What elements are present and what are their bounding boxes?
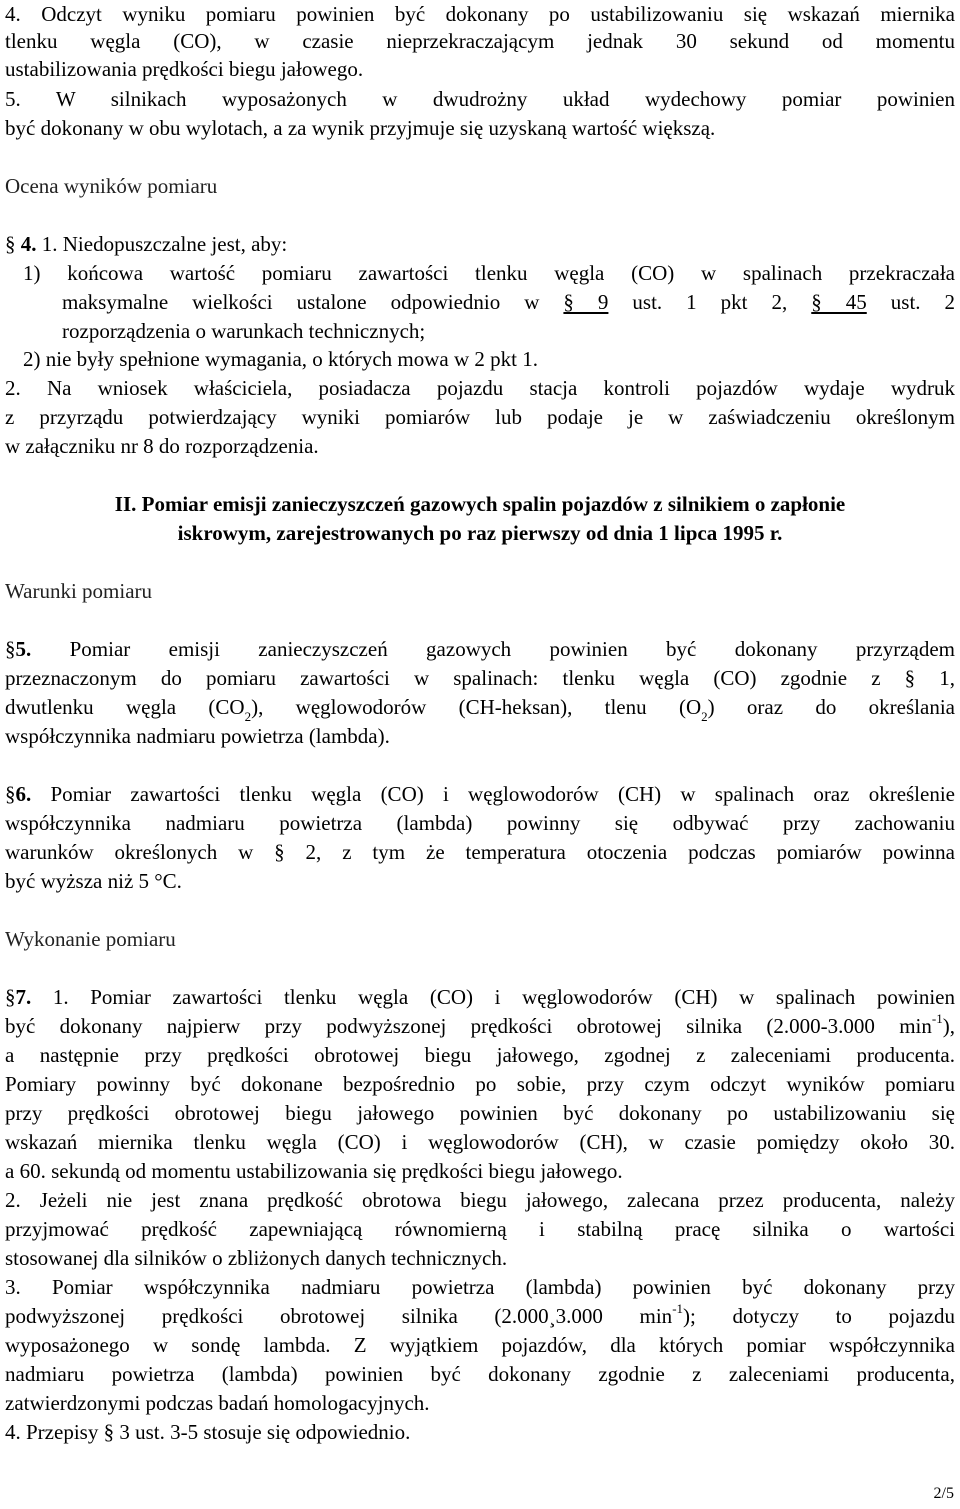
page-number: 2/5 [933,1485,954,1502]
paragraph-line: być dokonany w obu wylotach, a za wynik przyjmuje się uzyskaną wartość większą. [5,116,716,140]
paragraph-number: 5. [15,637,32,661]
paragraph-line: 5. W silnikach wyposażonych w dwudrożny układ wydechowy pomiar powinien [5,87,955,111]
paragraph-line: być wyższa niż 5 °C. [5,869,182,893]
superscript: -1 [931,1012,943,1026]
paragraph-line: przy prędkości obrotowej biegu jałowego powinien być dokonany po ustabilizowaniu się [5,1101,955,1125]
paragraph-line: 2. Jeżeli nie jest znana prędkość obrotowa biegu jałowego, zalecana przez producenta, należy [5,1188,955,1212]
text-fragment: ust. 2 [890,290,955,314]
paragraph-line: wskazań miernika tlenku węgla (CO) i węglowodorów (CH), w czasie pomiędzy około 30. [5,1130,955,1154]
paragraph-6-line [5,780,955,808]
section-heading-wykonanie: Wykonanie pomiaru [5,927,176,951]
paragraph-line: wyposażonego w sondę lambda. Z wyjątkiem pojazdów, dla których pomiar współczynnika [5,1333,955,1357]
list-item: 1) końcowa wartość pomiaru zawartości tlenku węgla (CO) w spalinach przekraczała [23,261,955,285]
paragraph-line: a 60. sekundą od momentu ustabilizowania się prędkości biegu jałowego. [5,1159,623,1183]
paragraph-line: ustabilizowania prędkości biegu jałowego. [5,57,364,81]
text-fragment: ), węglowodorów (CH-heksan), tlenu (O [251,695,702,719]
paragraph-line: nadmiaru powietrza (lambda) powinien być dokonany zgodnie z zaleceniami producenta, [5,1362,955,1386]
text-fragment: ust. 1 pkt 2, [632,290,788,314]
text-fragment: podwyższonej prędkości obrotowej silnika (2.000¸3.000 min [5,1304,673,1328]
paragraph-line: w załączniku nr 8 do rozporządzenia. [5,434,319,458]
paragraph-line: 4. Odczyt wyniku pomiaru powinien być dokonany po ustabilizowaniu się wskazań miernika [5,2,955,26]
paragraph-number: 4. [20,232,37,256]
text-fragment: maksymalne wielkości ustalone odpowiednio w [62,290,540,314]
subscript: 2 [244,709,252,721]
paragraph-5-line [5,635,955,663]
paragraph-text: 1. Niedopuszczalne jest, aby: [41,232,288,256]
paragraph-4-heading [5,230,287,258]
chapter-title: iskrowym, zarejestrowanych po raz pierwszy od dnia 1 lipca 1995 r. [177,521,783,545]
superscript: -1 [672,1302,684,1316]
paragraph-line [5,693,955,721]
paragraph-line: Pomiary powinny być dokonane bezpośrednio po sobie, przy czym odczyt wyników pomiaru [5,1072,955,1096]
paragraph-line: zatwierdzonymi podczas badań homologacyjnych. [5,1391,430,1415]
list-item: 2) nie były spełnione wymagania, o których mowa w 2 pkt 1. [23,347,538,371]
paragraph-line: stosowanej dla silników o zbliżonych danych technicznych. [5,1246,508,1270]
text-fragment: ) oraz do określania [707,695,955,719]
paragraph-line: a następnie przy prędkości obrotowej biegu jałowego, zgodnej z zaleceniami producenta. [5,1043,955,1067]
paragraph-line [5,1302,955,1330]
paragraph-line: 3. Pomiar współczynnika nadmiaru powietrza (lambda) powinien być dokonany przy [5,1275,955,1299]
section-symbol: § [5,637,16,661]
list-item-continuation [62,288,955,316]
list-item-continuation: rozporządzenia o warunkach technicznych; [62,319,426,343]
section-heading-warunki: Warunki pomiaru [5,579,153,603]
text-fragment: ), [942,1014,955,1038]
paragraph-line [5,1012,955,1040]
paragraph-line: warunków określonych w § 2, z tym że temperatura otoczenia podczas pomiarów powinna [5,840,955,864]
paragraph-number: 7. [15,985,32,1009]
paragraph-line: z przyrządu potwierdzający wyniki pomiarów lub podaje je w zaświadczeniu określonym [5,405,955,429]
section-symbol: § [5,232,16,256]
paragraph-line: 2. Na wniosek właściciela, posiadacza pojazdu stacja kontroli pojazdów wydaje wydruk [5,376,955,400]
text-fragment: ); dotyczy to pojazdu [683,1304,955,1328]
text-fragment: dwutlenku węgla (CO [5,695,245,719]
chapter-title: II. Pomiar emisji zanieczyszczeń gazowych spalin pojazdów z silnikiem o zapłonie [114,492,846,516]
subscript: 2 [701,709,708,721]
paragraph-line: przeznaczonym do pomiaru zawartości w spalinach: tlenku węgla (CO) zgodnie z § 1, [5,666,955,690]
paragraph-line: tlenku węgla (CO), w czasie nieprzekraczającym jednak 30 sekund od momentu [5,29,955,53]
paragraph-line: współczynnika nadmiaru powietrza (lambda) powinny się odbywać przy zachowaniu [5,811,955,835]
paragraph-number: 6. [15,782,32,806]
paragraph-line: 4. Przepisy § 3 ust. 3-5 stosuje się odpowiednio. [5,1420,411,1444]
section-symbol: § [5,782,16,806]
section-symbol: § [5,985,16,1009]
section-heading-ocena: Ocena wyników pomiaru [5,174,218,198]
paragraph-line: współczynnika nadmiaru powietrza (lambda). [5,724,390,748]
text-fragment: 1. Pomiar zawartości tlenku węgla (CO) i węglowodorów (CH) w spalinach powinien [52,985,955,1009]
text-fragment: Pomiar zawartości tlenku węgla (CO) i węglowodorów (CH) w spalinach oraz określenie [50,782,955,806]
text-fragment: Pomiar emisji zanieczyszczeń gazowych powinien być dokonany przyrządem [69,637,955,661]
text-fragment: być dokonany najpierw przy podwyższonej prędkości obrotowej silnika (2.000-3.000 min [5,1014,932,1038]
link-section-45[interactable]: § 45 [811,290,867,314]
link-section-9[interactable]: § 9 [563,290,609,314]
paragraph-7-line [5,983,955,1011]
paragraph-line: przyjmować prędkość zapewniającą równomierną i stabilną pracę silnika o wartości [5,1217,955,1241]
